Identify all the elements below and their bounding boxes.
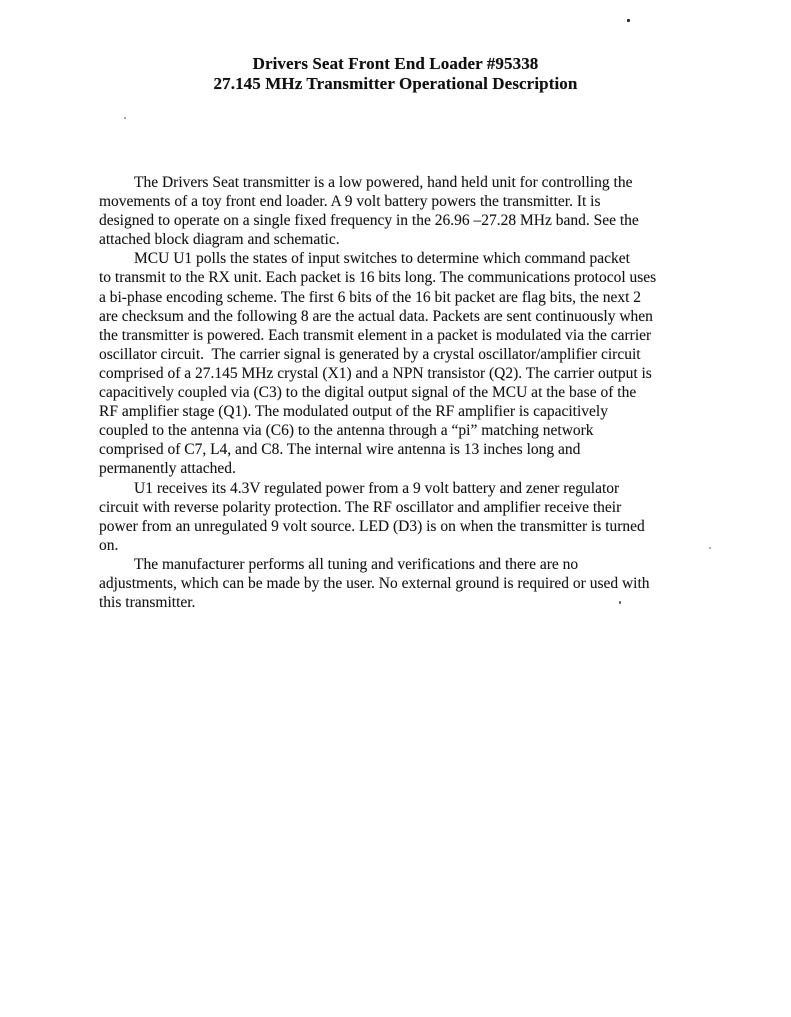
text-line: comprised of a 27.145 MHz crystal (X1) and a NPN transistor (Q2). The carrier output is (99, 364, 652, 382)
text-line: comprised of C7, L4, and C8. The internal wire antenna is 13 inches long and (99, 441, 581, 459)
text-line: attached block diagram and schematic. (99, 231, 340, 249)
text-line: the transmitter is powered. Each transmit element in a packet is modulated via the carrier (99, 326, 652, 344)
text-line: adjustments, which can be made by the user. No external ground is required or used with (99, 574, 650, 592)
text-line: movements of a toy front end loader. A 9 volt battery powers the transmitter. It is (99, 193, 601, 211)
text-line: to transmit to the RX unit. Each packet is 16 bits long. The communications protocol uses (99, 269, 657, 287)
scan-speck (709, 547, 711, 549)
text-line: permanently attached. (99, 460, 236, 478)
paragraph-tuning (99, 555, 739, 612)
text-line: MCU U1 polls the states of input switches to determine which command packet (134, 250, 630, 268)
scan-speck (124, 117, 126, 119)
text-line: this transmitter. (99, 594, 196, 612)
paragraph-intro (99, 173, 739, 249)
text-line: The Drivers Seat transmitter is a low powered, hand held unit for controlling the (134, 174, 633, 191)
text-line: power from an unregulated 9 volt source. LED (D3) is on when the transmitter is turned (99, 517, 645, 535)
text-line: are checksum and the following 8 are the actual data. Packets are sent continuously when (99, 307, 653, 325)
text-line: a bi-phase encoding scheme. The first 6 bits of the 16 bit packet are flag bits, the next 2 (99, 288, 642, 306)
document-title-line-1: Drivers Seat Front End Loader #95338 (252, 54, 539, 73)
paragraph-mcu-protocol (99, 249, 739, 478)
text-line: oscillator circuit. The carrier signal is generated by a crystal oscillator/amplifier circuit (99, 345, 641, 363)
paragraph-power (99, 479, 739, 555)
text-line: RF amplifier stage (Q1). The modulated output of the RF amplifier is capacitively (99, 403, 608, 421)
scan-speck (619, 601, 621, 604)
text-line: circuit with reverse polarity protection. The RF oscillator and amplifier receive their (99, 498, 622, 516)
scan-speck (627, 19, 630, 22)
text-line: capacitively coupled via (C3) to the digital output signal of the MCU at the base of the (99, 384, 637, 402)
text-line: U1 receives its 4.3V regulated power from a 9 volt battery and zener regulator (134, 479, 620, 497)
text-line: coupled to the antenna via (C6) to the antenna through a “pi” matching network (99, 422, 594, 440)
document-title (0, 54, 791, 94)
text-line: The manufacturer performs all tuning and verifications and there are no (134, 555, 579, 573)
document-title-line-2: 27.145 MHz Transmitter Operational Description (213, 74, 578, 93)
document-body (99, 173, 739, 612)
text-line: on. (99, 536, 119, 554)
text-line: designed to operate on a single fixed frequency in the 26.96 –27.28 MHz band. See the (99, 212, 639, 230)
